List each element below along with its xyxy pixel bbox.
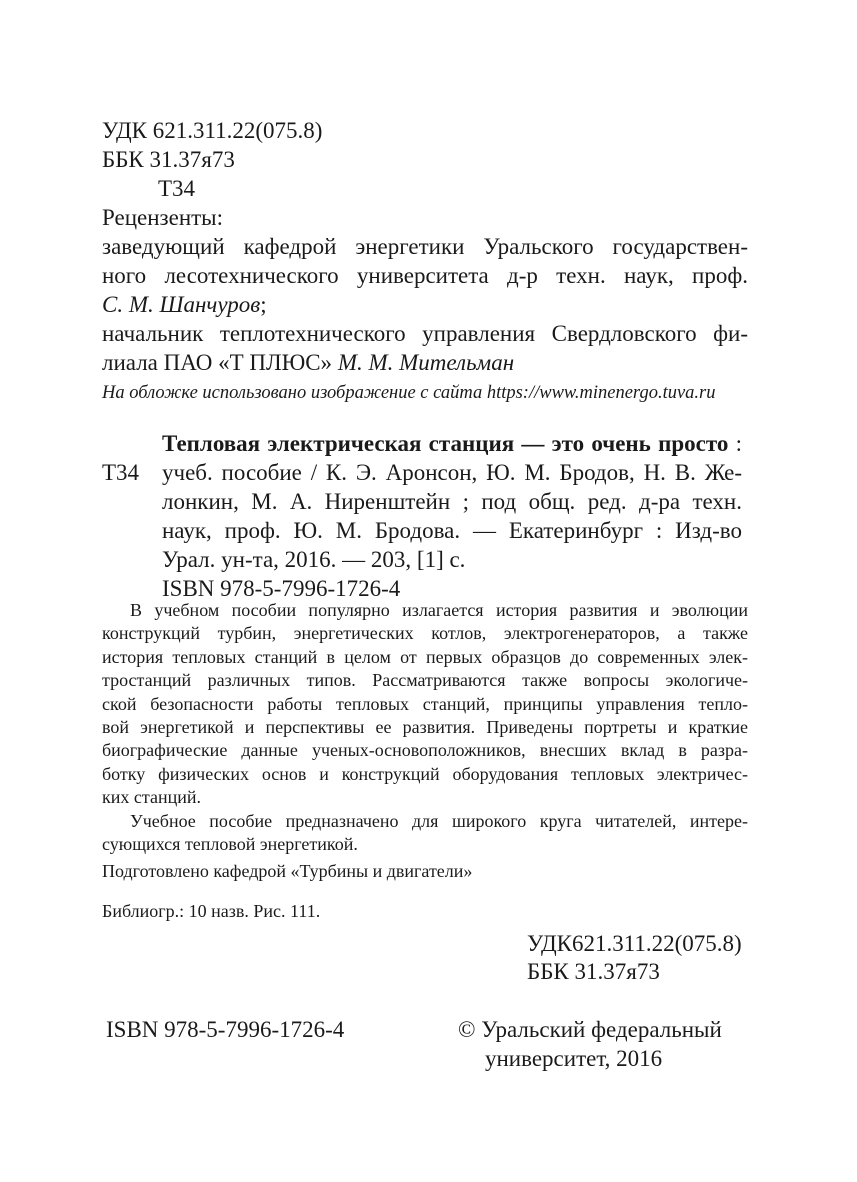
reviewers-title: Рецензенты: xyxy=(102,205,224,230)
reviewer2-line2: лиала ПАО «Т ПЛЮС» xyxy=(102,350,333,375)
abstract-p1-l2: конструкций турбин, энергетических котлов, электрогенераторов, а также xyxy=(102,623,748,644)
bib-code: Т34 xyxy=(102,460,140,485)
book-title: Тепловая электрическая станция — это очень просто xyxy=(162,431,729,456)
bbk-code: ББК 31.37я73 xyxy=(102,147,235,172)
footer-isbn: ISBN 978-5-7996-1726-4 xyxy=(106,1017,345,1042)
bib-line4: наук, проф. Ю. М. Бродова. — Екатеринбург : Изд-во xyxy=(162,518,742,543)
abstract-p2-l1: Учебное пособие предназначено для широкого круга читателей, интере- xyxy=(130,810,748,831)
abstract xyxy=(102,599,748,856)
reviewer1-name: С. М. Шанчуров xyxy=(102,292,261,317)
cover-note: На обложке использовано изображение с сайта https://www.minenergo.tuva.ru xyxy=(102,383,716,403)
abstract-p1-l7: биографические данные ученых-основоположников, внесших вклад в разра- xyxy=(102,740,748,761)
bib-record xyxy=(162,429,742,603)
abstract-p1-l9: ких станций. xyxy=(102,787,201,808)
udk-code: УДК 621.311.22(075.8) xyxy=(102,118,323,143)
reviewer1-end: ; xyxy=(260,292,267,317)
footer-bbk: ББК 31.37я73 xyxy=(527,959,660,984)
author-code: Т34 xyxy=(158,176,196,201)
bib-line5: Урал. ун-та, 2016. — 203, [1] с. xyxy=(162,547,466,572)
reviewer1-line2: ного лесотехнического университета д-р техн. наук, проф. xyxy=(102,263,748,288)
bib-isbn: ISBN 978-5-7996-1726-4 xyxy=(162,576,401,601)
abstract-p1-l3: история тепловых станций в целом от первых образцов до современных элек- xyxy=(102,646,748,667)
prepared-by: Подготовлено кафедрой «Турбины и двигатели» xyxy=(102,861,473,881)
abstract-p2-l2: сующихся тепловой энергетикой. xyxy=(102,834,358,855)
abstract-p1-l5: ской безопасности работы тепловых станций, принципы управления тепло- xyxy=(102,693,748,714)
abstract-p1-l6: вой энергетикой и перспективы ее развития. Приведены портреты и краткие xyxy=(102,717,748,738)
abstract-p1-l8: ботку физических основ и конструкций оборудования тепловых электричес- xyxy=(102,763,748,784)
abstract-p1-l1: В учебном пособии популярно излагается история развития и эволюции xyxy=(130,600,748,620)
reviewer1-line1: заведующий кафедрой энергетики Уральского государствен- xyxy=(102,234,748,259)
reviewer2-line1: начальник теплотехнического управления Свердловского фи- xyxy=(102,321,748,346)
reviewer2-name: М. М. Мительман xyxy=(337,350,515,375)
abstract-p1-l4: тростанций различных типов. Рассматриваются также вопросы экологиче- xyxy=(102,670,748,691)
footer-udk: УДК621.311.22(075.8) xyxy=(527,931,742,956)
book-title-sep: : xyxy=(728,431,743,456)
copyright-line1: © Уральский федеральный xyxy=(458,1017,722,1042)
reviewers-block xyxy=(102,232,748,377)
bib-line2: учеб. пособие / К. Э. Аронсон, Ю. М. Бродов, Н. В. Же- xyxy=(162,460,742,485)
biblio-count: Библиогр.: 10 назв. Рис. 111. xyxy=(102,901,321,921)
copyright-line2: университет, 2016 xyxy=(485,1046,663,1071)
bib-line3: лонкин, М. А. Ниренштейн ; под общ. ред. д-ра техн. xyxy=(162,489,742,514)
